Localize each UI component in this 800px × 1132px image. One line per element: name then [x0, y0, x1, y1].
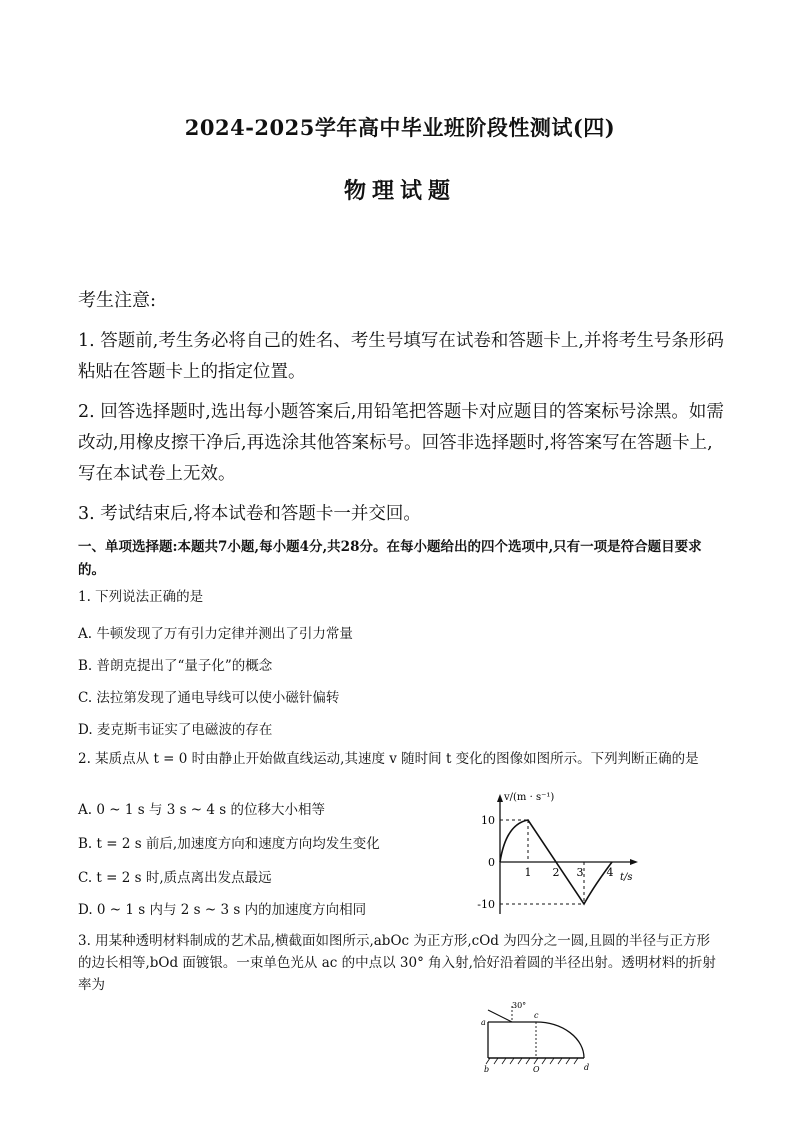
question-2-option-b: B. t = 2 s 前后,加速度方向和速度方向均发生变化 [78, 836, 380, 852]
question-1-option-b: B. 普朗克提出了“量子化”的概念 [78, 658, 273, 674]
point-c: c [534, 1011, 539, 1020]
question-1-option-c: C. 法拉第发现了通电导线可以使小磁针偏转 [78, 690, 340, 706]
section-heading: 一、单项选择题:本题共7小题,每小题4分,共28分。在每小题给出的四个选项中,只有一项是符合题目要求的。 [78, 539, 702, 578]
x-tick-2: 2 [552, 866, 560, 879]
y-tick-10: 10 [481, 814, 495, 827]
point-a: a [481, 1018, 486, 1027]
notice-heading: 考生注意: [78, 290, 157, 311]
candidate-notice [78, 286, 728, 539]
y-tick-0: 0 [488, 856, 495, 869]
angle-label: 30° [512, 1001, 527, 1010]
y-axis-label: v/(m · s⁻¹) [504, 792, 555, 803]
question-2-option-d: D. 0 ~ 1 s 内与 2 s ~ 3 s 内的加速度方向相同 [78, 902, 367, 918]
x-tick-1: 1 [524, 866, 532, 879]
point-d: d [584, 1063, 590, 1072]
question-1-option-a: A. 牛顿发现了万有引力定律并测出了引力常量 [78, 626, 353, 642]
exam-title: 2024-2025学年高中毕业班阶段性测试(四) [184, 115, 616, 140]
x-tick-4: 4 [606, 866, 614, 879]
notice-item-3: 3. 考试结束后,将本试卷和答题卡一并交回。 [78, 504, 421, 524]
question-1-stem: 1. 下列说法正确的是 [78, 589, 204, 605]
question-2-option-c: C. t = 2 s 时,质点离出发点最远 [78, 870, 272, 886]
x-axis-arrow-icon [630, 859, 638, 865]
question-1-option-d: D. 麦克斯韦证实了电磁波的存在 [78, 722, 273, 738]
x-tick-3: 3 [576, 866, 584, 879]
velocity-time-graph [470, 786, 650, 921]
exam-subtitle: 物理试题 [343, 178, 456, 204]
question-3-stem: 3. 用某种透明材料制成的艺术品,横截面如图所示,abOc 为正方形,cOd 为四分之一圆,且圆的半径与正方形的边长相等,bOd 面镀银。一束单色光从 ac 的中点以 30° 角入射,恰好沿着圆的半径出射。透明材料的折射率为 [78, 933, 716, 993]
y-axis-arrow-icon [497, 794, 503, 802]
optics-figure [474, 998, 604, 1074]
arc-cd [536, 1022, 584, 1058]
question-2-stem: 2. 某质点从 t = 0 时由静止开始做直线运动,其速度 v 随时间 t 变化的图像如图所示。下列判断正确的是 [78, 751, 699, 767]
point-b: b [484, 1065, 490, 1074]
hatching [486, 1058, 578, 1064]
y-tick-minus10: -10 [477, 898, 495, 911]
incident-ray [488, 1010, 512, 1022]
x-axis-label: t/s [620, 872, 633, 883]
question-2-option-a: A. 0 ~ 1 s 与 3 s ~ 4 s 的位移大小相等 [78, 802, 326, 818]
point-O: O [533, 1065, 540, 1074]
notice-item-1: 1. 答题前,考生务必将自己的姓名、考生号填写在试卷和答题卡上,并将考生号条形码粘贴在答题卡上的指定位置。 [78, 331, 724, 382]
notice-item-2: 2. 回答选择题时,选出每小题答案后,用铅笔把答题卡对应题目的答案标号涂黑。如需改动,用橡皮擦干净后,再选涂其他答案标号。回答非选择题时,将答案写在答题卡上,写在本试卷上无效。 [78, 402, 724, 484]
